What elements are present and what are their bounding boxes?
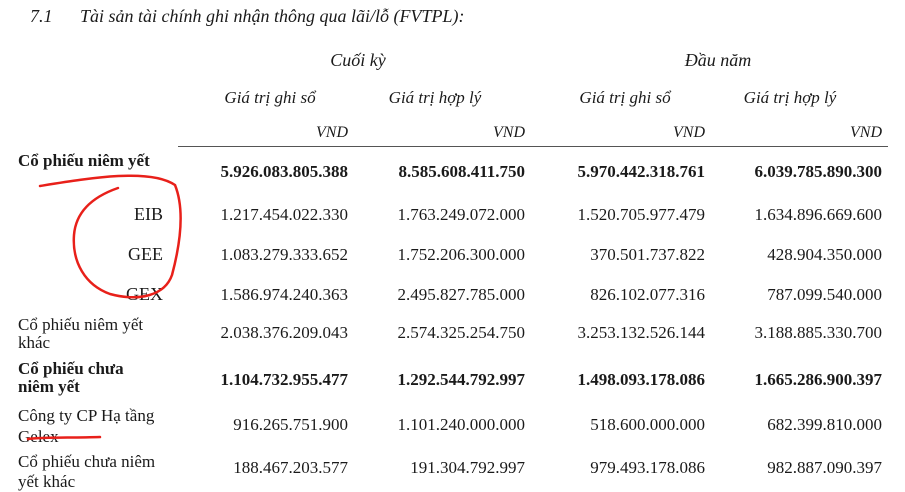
cell-value: 787.099.540.000 xyxy=(767,285,882,304)
col-header-book-value-start: Giá trị ghi sổ xyxy=(579,88,671,107)
cell-value: 1.634.896.669.600 xyxy=(754,205,882,224)
group-header-end-period: Cuối kỳ xyxy=(330,50,386,70)
unit-label-3: VND xyxy=(673,124,705,141)
cell-value: 1.101.240.000.000 xyxy=(397,415,525,434)
unit-label-2: VND xyxy=(493,124,525,141)
row-label: GEX xyxy=(126,284,163,304)
cell-value: 3.188.885.330.700 xyxy=(754,323,882,342)
row-label: Cổ phiếu chưa niêm yết xyxy=(18,359,124,396)
cell-value: 5.926.083.805.388 xyxy=(220,162,348,181)
red-underline-annotation xyxy=(28,437,100,439)
row-label: GEE xyxy=(128,244,163,264)
cell-value: 1.292.544.792.997 xyxy=(397,370,525,389)
cell-value: 8.585.608.411.750 xyxy=(398,162,525,181)
section-number: 7.1 xyxy=(30,6,53,26)
cell-value: 3.253.132.526.144 xyxy=(577,323,705,342)
col-header-fair-value-start: Giá trị hợp lý xyxy=(743,88,837,107)
row-label: Công ty CP Hạ tầng Gelex xyxy=(18,406,155,446)
red-circle-annotation xyxy=(40,176,181,298)
cell-value: 6.039.785.890.300 xyxy=(754,162,882,181)
cell-value: 1.104.732.955.477 xyxy=(220,370,348,389)
cell-value: 2.495.827.785.000 xyxy=(397,285,525,304)
group-header-start-year: Đầu năm xyxy=(684,50,752,70)
cell-value: 1.752.206.300.000 xyxy=(397,245,525,264)
cell-value: 1.083.279.333.652 xyxy=(220,245,348,264)
unit-label-4: VND xyxy=(850,124,882,141)
cell-value: 979.493.178.086 xyxy=(590,458,705,477)
row-label: Cổ phiếu niêm yết xyxy=(18,151,150,170)
cell-value: 982.887.090.397 xyxy=(767,458,882,477)
cell-value: 916.265.751.900 xyxy=(233,415,348,434)
row-label: Cổ phiếu chưa niêm yết khác xyxy=(18,452,156,491)
cell-value: 191.304.792.997 xyxy=(410,458,525,477)
section-title: Tài sản tài chính ghi nhận thông qua lãi/lỗ (FVTPL): xyxy=(80,6,465,26)
cell-value: 1.763.249.072.000 xyxy=(397,205,525,224)
cell-value: 188.467.203.577 xyxy=(233,458,348,477)
row-label: EIB xyxy=(134,204,163,224)
cell-value: 1.217.454.022.330 xyxy=(220,205,348,224)
cell-value: 2.038.376.209.043 xyxy=(220,323,348,342)
cell-value: 1.586.974.240.363 xyxy=(220,285,348,304)
cell-value: 1.498.093.178.086 xyxy=(577,370,705,389)
cell-value: 370.501.737.822 xyxy=(590,245,705,264)
cell-value: 2.574.325.254.750 xyxy=(397,323,525,342)
col-header-fair-value-end: Giá trị hợp lý xyxy=(388,88,482,107)
cell-value: 1.520.705.977.479 xyxy=(577,205,705,224)
unit-label-1: VND xyxy=(316,124,348,141)
col-header-book-value-end: Giá trị ghi sổ xyxy=(224,88,316,107)
cell-value: 682.399.810.000 xyxy=(767,415,882,434)
row-label: Cổ phiếu niêm yết khác xyxy=(18,315,144,352)
cell-value: 428.904.350.000 xyxy=(767,245,882,264)
cell-value: 5.970.442.318.761 xyxy=(577,162,705,181)
cell-value: 826.102.077.316 xyxy=(590,285,705,304)
cell-value: 518.600.000.000 xyxy=(590,415,705,434)
cell-value: 1.665.286.900.397 xyxy=(754,370,882,389)
